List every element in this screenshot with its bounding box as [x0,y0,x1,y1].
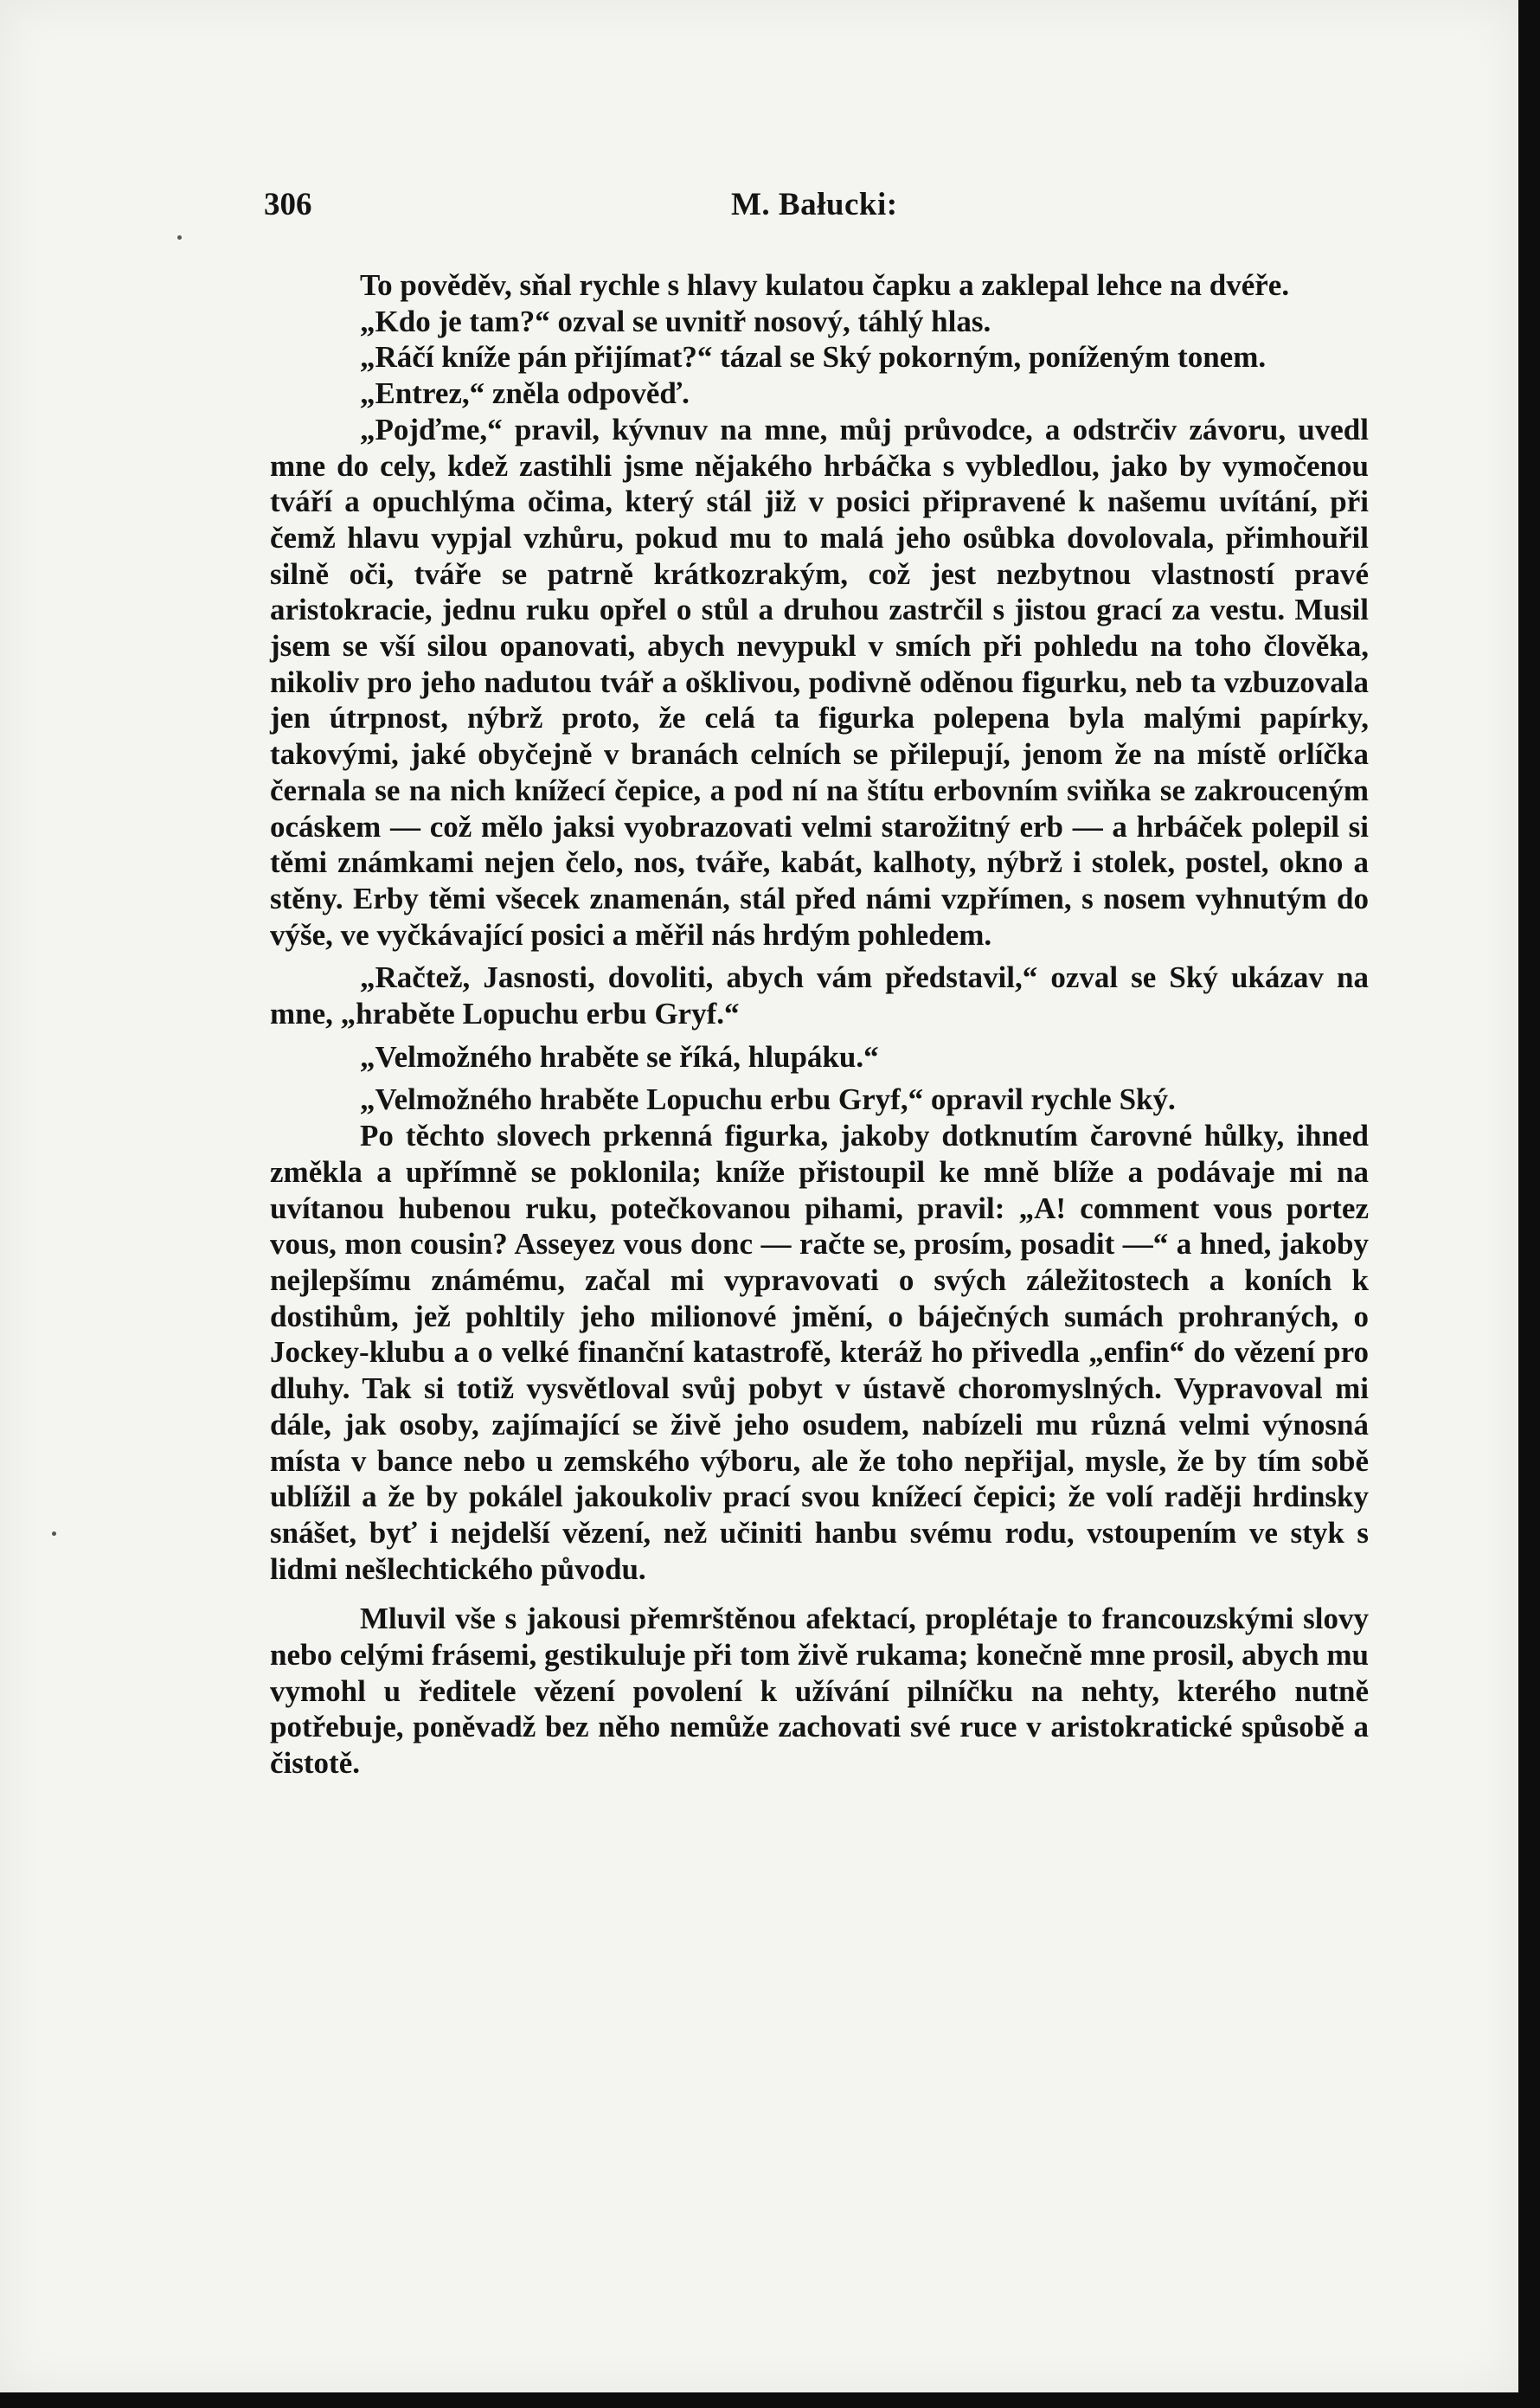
paragraph-4: „Entrez,“ zněla odpověď. [360,376,690,411]
print-speck [52,1531,56,1536]
paragraph-8: „Velmožného hraběte Lopuchu erbu Gryf,“ opravil rychle Ský. [360,1082,1176,1117]
paragraph-9: Po těchto slovech prkenná figurka, jakoby dotknutím čarovné hůlky, ihned změkla a upřímně se poklonila; kníže přistoupil ke mně blíže a podávaje mi na uvítanou hubenou ruku, potečkovanou pihami, pravil: „A! comment vous portez vous, mon cousin? Asseyez vous donc — račte se, prosím, posadit —“ a hned, jakoby nejlepšímu známému, začal mi vypravovati o svých záležitostech a koních k dostihům, jež pohltily jeho milionové jmění, o báječných sumách prohraných, o Jockey-klubu a o velké finanční katastrofě, kteráž ho přivedla „enfin“ do vězení pro dluhy. Tak si totiž vysvětloval svůj pobyt v ústavě choromyslných. Vypravoval mi dále, jak osoby, zajímající se živě jeho osudem, nabízeli mu různá velmi výnosná místa v bance nebo u zemského výboru, ale že toho nepřijal, mysle, že by tím sobě ublížil a že by pokálel jakoukoliv prací svou knížecí čepici; že volí raději hrdinsky snášet, byť i nejdelší vězení, než učiniti hanbu svému rodu, vstoupením ve styk s lidmi nešlechtického původu. [270,1119,1369,1586]
paragraph-3: „Ráčí kníže pán přijímat?“ tázal se Ský pokorným, poníženým tonem. [360,340,1267,375]
paragraph-5: „Pojďme,“ pravil, kývnuv na mne, můj průvodce, a odstrčiv závoru, uvedl mne do cely, kdež zastihli jsme nějakého hrbáčka s vybledlou, jako by vymočenou tváří a opuchlýma očima, který stál již v posici připravené k našemu uvítání, při čemž hlavu vypjal vzhůru, pokud mu to malá jeho osůbka dovolovala, přimhouřil silně oči, tváře se patrně krátkozrakým, což jest nezbytnou vlastností pravé aristokracie, jednu ruku opřel o stůl a druhou zastrčil s jistou grací za vestu. Musil jsem se vší silou opanovati, abych nevypukl v smích při pohledu na toho člověka, nikoliv pro jeho nadutou tvář a ošklivou, podivně oděnou figurku, neb ta vzbuzovala jen útrpnost, nýbrž proto, že celá ta figurka polepena byla malými papírky, takovými, jaké obyčejně v branách celních se přilepují, jenom že na místě orlíčka černala se na nich knížecí čepice, a pod ní na štítu erbovním sviňka se zakrouceným ocáskem — což mělo jaksi vyobrazovati velmi starožitný erb — a hrbáček polepil si těmi známkami nejen čelo, nos, tváře, kabát, kalhoty, nýbrž i stolek, postel, okno a stěny. Erby těmi všecek znamenán, stál před námi vzpřímen, s nosem vyhnutým do výše, ve vyčkávající posici a měřil nás hrdým pohledem. [270,412,1369,952]
paragraph-10: Mluvil vše s jakousi přemrštěnou afektací, proplétaje to francouzskými slovy nebo celými frásemi, gestikuluje při tom živě rukama; konečně mne prosil, abych mu vymohl u ředitele vězení povolení k užívání pilníčku na nehty, kterého nutně potřebuje, poněvadž bez něho nemůže zachovati své ruce v aristokratické spůsobě a čistotě. [270,1602,1369,1781]
paragraph-7: „Velmožného hraběte se říká, hlupáku.“ [360,1039,879,1074]
paragraph-6: „Račtež, Jasnosti, dovoliti, abych vám představil,“ ozval se Ský ukázav na mne, „hraběte Lopuchu erbu Gryf.“ [270,960,1369,1031]
running-head: M. Bałucki: [731,187,898,222]
print-speck [177,235,182,240]
paragraph-2: „Kdo je tam?“ ozval se uvnitř nosový, táhlý hlas. [360,304,991,338]
page-number: 306 [264,187,312,222]
paragraph-1: To pověděv, sňal rychle s hlavy kulatou čapku a zaklepal lehce na dvéře. [360,268,1290,302]
page-header [264,186,1371,229]
body-text [270,267,1369,1782]
